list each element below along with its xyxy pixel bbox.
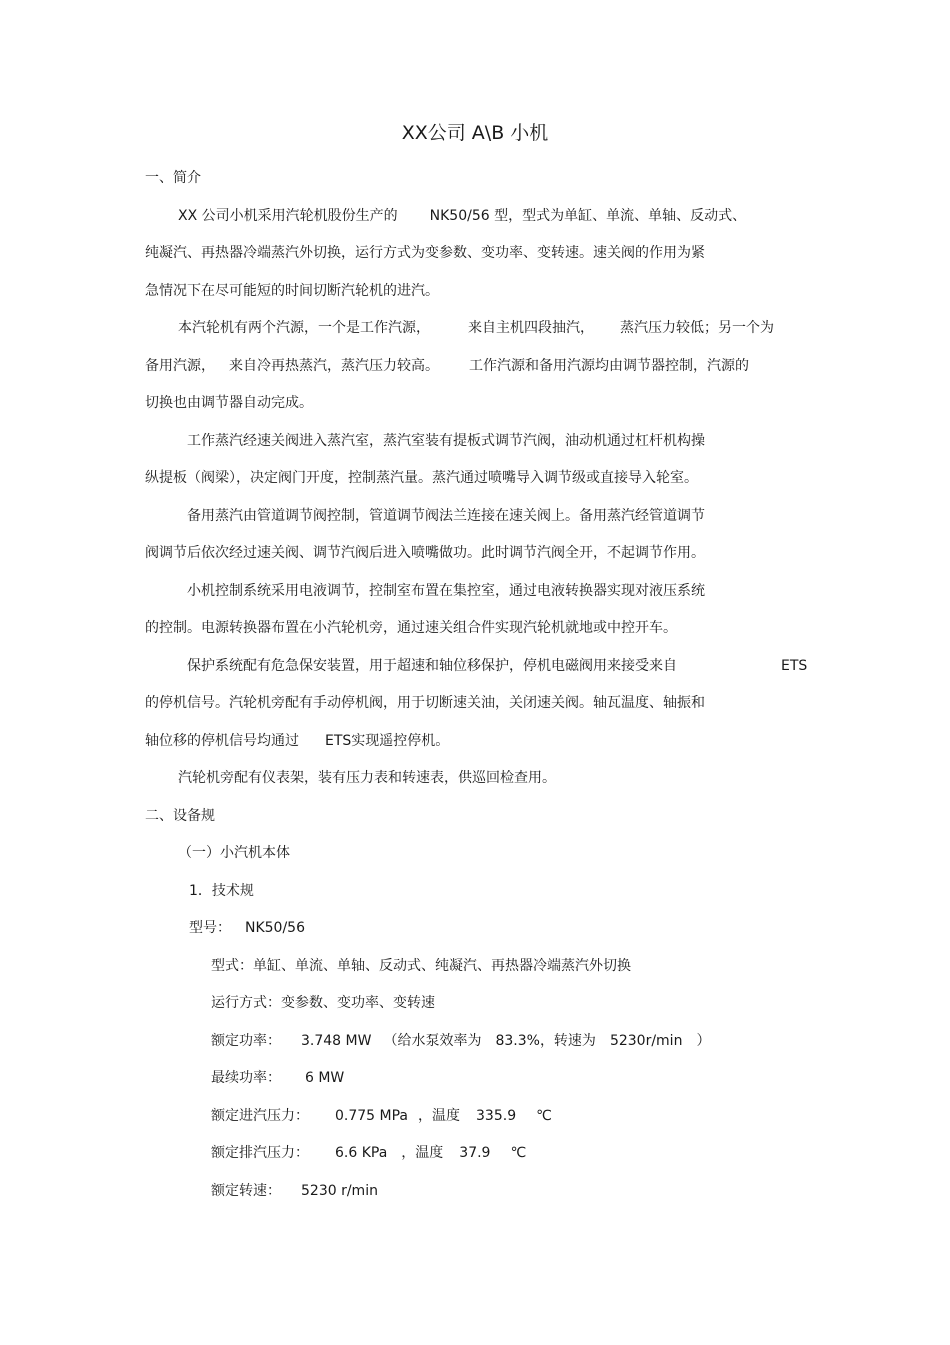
paragraph-line: 备用蒸汽由管道调节阀控制，管道调节阀法兰连接在速关阀上。备用蒸汽经管道调节	[187, 508, 705, 524]
text-span: ETS	[781, 658, 808, 674]
text-span: 备用汽源，	[145, 358, 215, 374]
paragraph-line: 保护系统配有危急保安装置，用于超速和轴位移保护，停机电磁阀用来接受来自	[187, 658, 677, 674]
paragraph-line	[178, 318, 774, 338]
paragraph-line	[145, 731, 449, 751]
paragraph-line: 汽轮机旁配有仪表架，装有压力表和转速表，供巡回检查用。	[178, 770, 556, 786]
text-span: 蒸汽压力较低；另一个为	[620, 320, 774, 336]
section-heading-specs: 二、设备规	[145, 808, 215, 824]
text-span: ETS实现遥控停机。	[325, 733, 450, 749]
paragraph-line: 工作蒸汽经速关阀进入蒸汽室，蒸汽室装有提板式调节汽阀，油动机通过杠杆机构操	[187, 433, 705, 449]
text-span: 工作汽源和备用汽源均由调节器控制，汽源的	[469, 358, 749, 374]
spec-inlet-pressure	[211, 1106, 552, 1126]
spec-unit: ℃	[510, 1145, 527, 1161]
paragraph-line	[145, 356, 749, 376]
spec-label: 额定进汽压力：	[211, 1108, 309, 1124]
subsection-heading: 1．技术规	[189, 883, 254, 899]
spec-value: 5230 r/min	[301, 1183, 378, 1199]
paragraph-line	[178, 206, 746, 226]
spec-note: ，温度	[418, 1108, 461, 1124]
paragraph-line: 急情况下在尽可能短的时间切断汽轮机的进汽。	[145, 283, 439, 299]
paragraph-line: 小机控制系统采用电液调节，控制室布置在集控室，通过电液转换器实现对液压系统	[187, 583, 705, 599]
spec-value: 37.9	[459, 1145, 491, 1161]
text-span: 轴位移的停机信号均通过	[145, 733, 299, 749]
section-heading-intro: 一、简介	[145, 170, 201, 186]
text-span: 本汽轮机有两个汽源，一个是工作汽源，	[178, 320, 430, 336]
paragraph-line: 阀调节后依次经过速关阀、调节汽阀后进入喷嘴做功。此时调节汽阀全开，不起调节作用。	[145, 545, 705, 561]
spec-value: 83.3%	[495, 1033, 540, 1049]
spec-unit: ℃	[536, 1108, 552, 1124]
text-span: XX 公司小机采用汽轮机股份生产的	[178, 208, 398, 224]
text-span: 来自冷再热蒸汽，蒸汽压力较高。	[229, 358, 439, 374]
spec-rated-speed	[211, 1181, 378, 1201]
spec-note: ，转速为	[539, 1033, 596, 1049]
spec-label: 额定功率：	[211, 1033, 281, 1049]
spec-note: （给水泵效率为	[383, 1033, 482, 1049]
text-span: NK50/56 型，型式为单缸、单流、单轴、反动式、	[429, 208, 747, 224]
paragraph-line: 的控制。电源转换器布置在小汽轮机旁，通过速关组合件实现汽轮机就地或中控开车。	[145, 620, 677, 636]
paragraph-line: 切换也由调节器自动完成。	[145, 395, 313, 411]
spec-model	[189, 918, 305, 938]
spec-mode: 运行方式：变参数、变功率、变转速	[211, 995, 435, 1011]
spec-value: 335.9	[476, 1108, 517, 1124]
paragraph-line: 纯凝汽、再热器冷端蒸汽外切换，运行方式为变参数、变功率、变转速。速关阀的作用为紧	[145, 245, 705, 261]
spec-value: 5230r/min	[609, 1033, 683, 1049]
spec-note: ）	[696, 1033, 711, 1049]
spec-label: 额定转速：	[211, 1183, 281, 1199]
document-title: XX公司 A\B 小机	[401, 122, 549, 144]
paragraph-line: 纵提板（阀梁），决定阀门开度，控制蒸汽量。蒸汽通过喷嘴导入调节级或直接导入轮室。	[145, 470, 698, 486]
spec-exhaust-pressure	[211, 1143, 526, 1163]
spec-value: 6.6 KPa	[335, 1145, 388, 1161]
spec-note: ，温度	[401, 1145, 444, 1161]
paragraph-line: 的停机信号。汽轮机旁配有手动停机阀，用于切断速关油，关闭速关阀。轴瓦温度、轴振和	[145, 695, 705, 711]
spec-label: 额定排汽压力：	[211, 1145, 309, 1161]
spec-value: 6 MW	[305, 1070, 345, 1086]
spec-max-power	[211, 1068, 344, 1088]
spec-label: 最续功率：	[211, 1070, 281, 1086]
text-span: 来自主机四段抽汽，	[468, 320, 594, 336]
spec-type: 型式：单缸、单流、单轴、反动式、纯凝汽、再热器冷端蒸汽外切换	[211, 958, 631, 974]
spec-value: 3.748 MW	[301, 1033, 372, 1049]
subsection-heading: （一）小汽机本体	[178, 845, 290, 861]
spec-label: 型号：	[189, 920, 231, 936]
spec-value: 0.775 MPa	[335, 1108, 409, 1124]
spec-rated-power	[211, 1031, 710, 1051]
spec-value: NK50/56	[245, 920, 305, 936]
